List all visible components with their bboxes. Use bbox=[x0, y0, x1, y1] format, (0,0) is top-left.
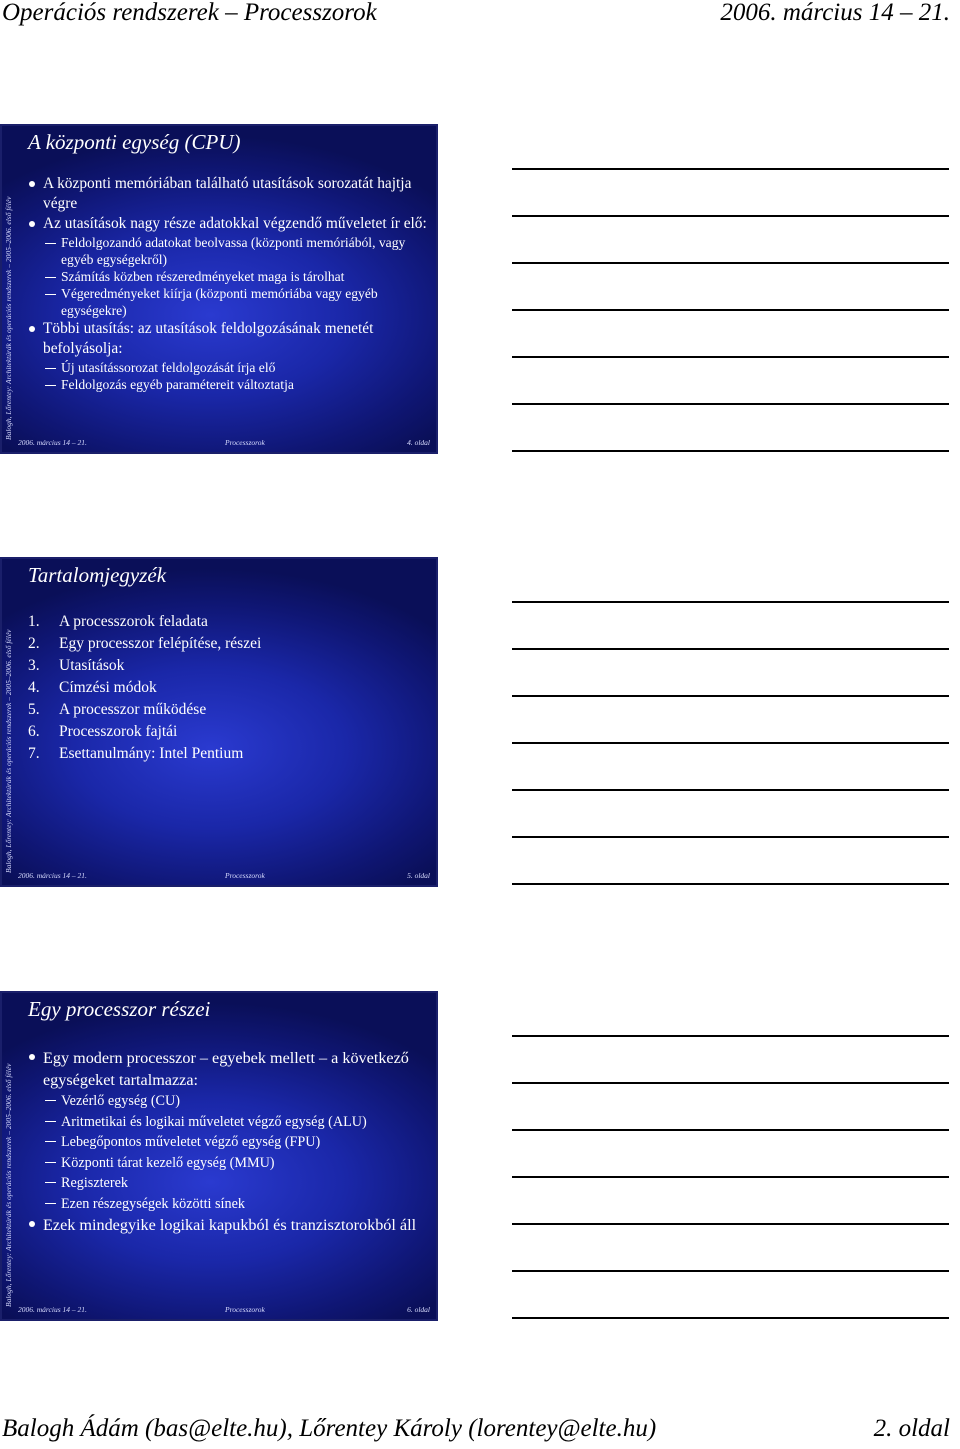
slide-title: Egy processzor részei bbox=[28, 997, 211, 1021]
slide-footer-date: 2006. március 14 – 21. bbox=[18, 871, 87, 880]
toc-label: Utasítások bbox=[59, 657, 125, 674]
slide-footer-date: 2006. március 14 – 21. bbox=[18, 438, 87, 447]
toc-label: Egy processzor felépítése, részei bbox=[59, 635, 262, 652]
toc-item bbox=[28, 721, 432, 743]
slide-footer bbox=[18, 438, 436, 450]
slide-footer-topic: Processzorok bbox=[225, 438, 265, 447]
toc-item bbox=[28, 655, 432, 677]
note-line bbox=[512, 1176, 949, 1178]
sub-bullet-item: Vezérlő egység (CU) bbox=[28, 1091, 432, 1112]
toc-number: 4. bbox=[28, 679, 40, 696]
bullet-item: Az utasítások nagy része adatokkal végzendő műveletet ír elő: bbox=[28, 214, 432, 234]
toc-item bbox=[28, 743, 432, 765]
note-line bbox=[512, 403, 949, 405]
slide-processor-parts bbox=[0, 991, 438, 1321]
bullet-item: Egy modern processzor – egyebek mellett – a következő egységeket tartalmazza: bbox=[28, 1047, 432, 1091]
sub-bullet-item: Ezen részegységek közötti sínek bbox=[28, 1194, 432, 1215]
note-line bbox=[512, 450, 949, 452]
sub-bullet-item: Lebegőpontos műveletet végző egység (FPU) bbox=[28, 1132, 432, 1153]
sub-bullet-item: Központi tárat kezelő egység (MMU) bbox=[28, 1153, 432, 1174]
toc-item bbox=[28, 677, 432, 699]
note-line bbox=[512, 601, 949, 603]
toc-list bbox=[28, 611, 432, 765]
toc-item bbox=[28, 699, 432, 721]
header-date: 2006. március 14 – 21. bbox=[720, 0, 950, 26]
slide-footer-topic: Processzorok bbox=[225, 871, 265, 880]
slide-footer-page: 5. oldal bbox=[407, 871, 430, 880]
footer-page-number: 2. oldal bbox=[873, 1415, 950, 1442]
toc-label: Esettanulmány: Intel Pentium bbox=[59, 745, 244, 762]
sub-bullet-item: Számítás közben részeredményeket maga is tárolhat bbox=[28, 268, 432, 285]
toc-label: Processzorok fajtái bbox=[59, 723, 178, 740]
slide-side-text: Balogh, Lőrentey: Architektúrák és operációs rendszerek – 2005–2006. első félév bbox=[4, 1063, 13, 1307]
bullet-item: Ezek mindegyike logikai kapukból és tranzisztorokból áll bbox=[28, 1214, 432, 1236]
slide-footer bbox=[18, 871, 436, 883]
note-line bbox=[512, 836, 949, 838]
note-line bbox=[512, 168, 949, 170]
sub-bullet-item: Feldolgozandó adatokat beolvassa (központi memóriából, vagy egyéb egységekről) bbox=[28, 234, 432, 268]
sub-bullet-item: Végeredményeket kiírja (központi memóriába vagy egyéb egységekre) bbox=[28, 285, 432, 319]
notes-lines bbox=[512, 1035, 949, 1345]
note-line bbox=[512, 648, 949, 650]
slide-side-text: Balogh, Lőrentey: Architektúrák és operációs rendszerek – 2005–2006. első félév bbox=[4, 196, 13, 440]
note-line bbox=[512, 1270, 949, 1272]
bullet-item: A központi memóriában található utasítások sorozatát hajtja végre bbox=[28, 174, 432, 214]
toc-number: 5. bbox=[28, 701, 40, 718]
note-line bbox=[512, 215, 949, 217]
slide-footer bbox=[18, 1305, 436, 1317]
slide-side-text: Balogh, Lőrentey: Architektúrák és operációs rendszerek – 2005–2006. első félév bbox=[4, 629, 13, 873]
slide-body bbox=[28, 611, 432, 765]
sub-bullet-item: Új utasítássorozat feldolgozását írja elő bbox=[28, 359, 432, 376]
slide-body bbox=[28, 1047, 432, 1236]
toc-label: A processzorok feladata bbox=[59, 613, 208, 630]
toc-number: 6. bbox=[28, 723, 40, 740]
toc-number: 1. bbox=[28, 613, 40, 630]
slide-body bbox=[28, 174, 432, 393]
note-line bbox=[512, 1317, 949, 1319]
sub-bullet-item: Feldolgozás egyéb paramétereit változtatja bbox=[28, 376, 432, 393]
toc-item bbox=[28, 611, 432, 633]
note-line bbox=[512, 1035, 949, 1037]
toc-item bbox=[28, 633, 432, 655]
toc-label: Címzési módok bbox=[59, 679, 157, 696]
toc-number: 3. bbox=[28, 657, 40, 674]
slide-toc bbox=[0, 557, 438, 887]
note-line bbox=[512, 883, 949, 885]
note-line bbox=[512, 789, 949, 791]
slide-footer-page: 4. oldal bbox=[407, 438, 430, 447]
notes-lines bbox=[512, 168, 949, 478]
sub-bullet-item: Regiszterek bbox=[28, 1173, 432, 1194]
note-line bbox=[512, 695, 949, 697]
toc-label: A processzor működése bbox=[59, 701, 207, 718]
page-header bbox=[0, 0, 960, 30]
slide-footer-page: 6. oldal bbox=[407, 1305, 430, 1314]
note-line bbox=[512, 1129, 949, 1131]
sub-bullet-item: Aritmetikai és logikai műveletet végző egység (ALU) bbox=[28, 1112, 432, 1133]
note-line bbox=[512, 309, 949, 311]
slide-title: Tartalomjegyzék bbox=[28, 563, 167, 587]
header-title: Operációs rendszerek – Processzorok bbox=[2, 0, 377, 26]
slide-footer-topic: Processzorok bbox=[225, 1305, 265, 1314]
slide-title: A központi egység (CPU) bbox=[28, 130, 241, 154]
bullet-item: Többi utasítás: az utasítások feldolgozásának menetét befolyásolja: bbox=[28, 319, 432, 359]
note-line bbox=[512, 1223, 949, 1225]
note-line bbox=[512, 356, 949, 358]
note-line bbox=[512, 262, 949, 264]
note-line bbox=[512, 1082, 949, 1084]
notes-lines bbox=[512, 601, 949, 911]
footer-authors: Balogh Ádám (bas@elte.hu), Lőrentey Károly (lorentey@elte.hu) bbox=[2, 1415, 657, 1442]
toc-number: 2. bbox=[28, 635, 40, 652]
slide-cpu bbox=[0, 124, 438, 454]
slide-footer-date: 2006. március 14 – 21. bbox=[18, 1305, 87, 1314]
note-line bbox=[512, 742, 949, 744]
page-footer bbox=[0, 1412, 960, 1446]
toc-number: 7. bbox=[28, 745, 40, 762]
